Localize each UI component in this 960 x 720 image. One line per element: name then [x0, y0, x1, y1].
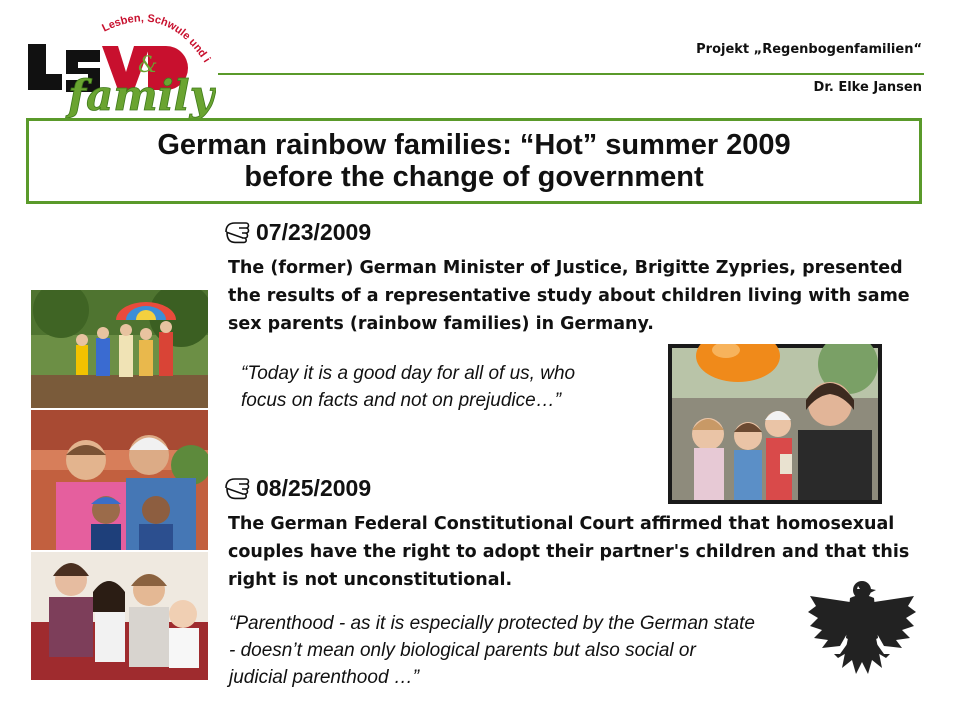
item-2-date: 08/25/2009: [256, 474, 372, 501]
logo-script-text: family: [68, 71, 215, 120]
pointing-hand-icon: [222, 218, 252, 246]
author-label: Dr. Elke Jansen: [813, 80, 922, 95]
project-label: Projekt „Regenbogenfamilien“: [696, 42, 922, 57]
header-divider: [218, 73, 924, 75]
title-line-1: German rainbow families: “Hot” summer 2009: [157, 129, 791, 161]
item-1-quote: “Today it is a good day for all of us, who focus on facts and not on prejudice…”: [241, 363, 576, 411]
family-umbrella-photo: [31, 290, 208, 408]
title-box: [26, 118, 922, 204]
item-1-heading: [222, 218, 371, 246]
minister-with-children-photo: [668, 344, 882, 504]
item-2-heading: [222, 474, 371, 502]
lsvd-family-logo: [26, 10, 216, 120]
pointing-hand-icon: [222, 474, 252, 502]
item-2-quote: “Parenthood - as it is especially protected by the German state - doesn’t mean only biological parents but also social or judicial parenthood …”: [229, 613, 755, 688]
item-2-text: The German Federal Constitutional Court affirmed that homosexual couples have the right to adopt their partner's children and that this right is not unconstitutional.: [228, 514, 910, 590]
german-eagle-emblem: [806, 576, 918, 686]
item-1-date: 07/23/2009: [256, 218, 372, 245]
logo-arc-text: Lesben, Schwule und i: [100, 12, 213, 65]
item-1-text: The (former) German Minister of Justice, Brigitte Zypries, presented the results of a representative study about children living with same sex parents (rainbow families) in Germany.: [228, 258, 910, 334]
slide-title: [157, 129, 790, 193]
svg-text:&: &: [138, 53, 158, 78]
two-mothers-photo: [31, 552, 208, 680]
two-fathers-photo: [31, 410, 208, 550]
title-line-2: before the change of government: [244, 161, 704, 193]
